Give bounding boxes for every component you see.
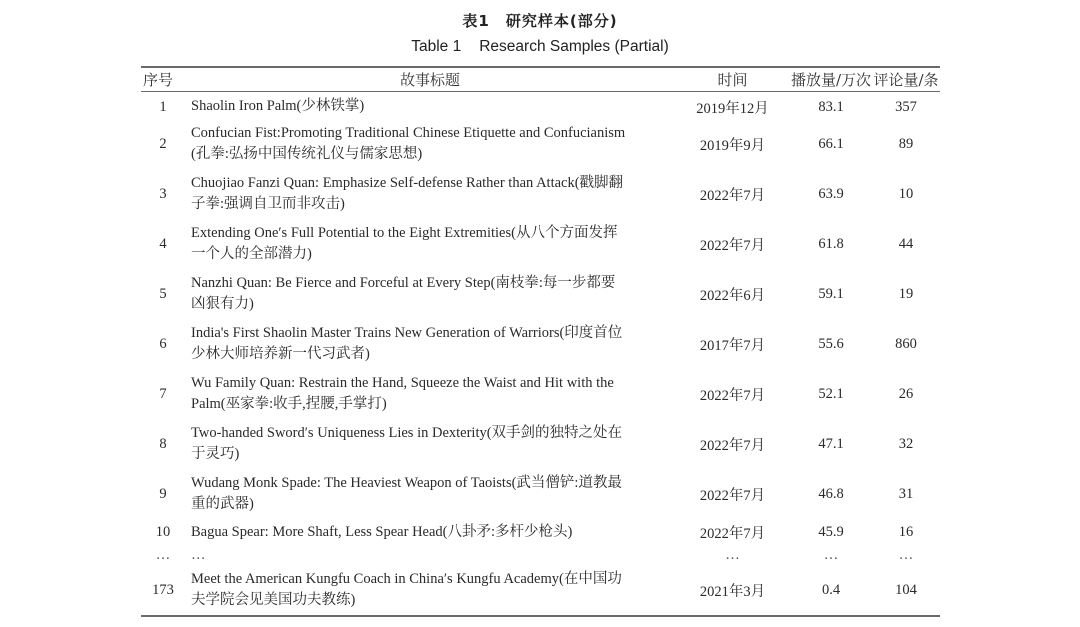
table-row bbox=[141, 169, 940, 219]
title-line-1: Wu Family Quan: Restrain the Hand, Squeeze the Waist and Hit with the bbox=[191, 375, 614, 391]
title-line-1: Two-handed Sword′s Uniqueness Lies in Dexterity(双手剑的独特之处在 bbox=[191, 425, 623, 441]
table-label: Table 1 bbox=[411, 38, 462, 55]
cell-time: 2019年12月 bbox=[696, 100, 769, 117]
table-caption-english bbox=[0, 38, 1080, 56]
table-row bbox=[141, 319, 940, 369]
cell-play-count: 61.8 bbox=[818, 235, 844, 252]
title-line-1: Shaolin Iron Palm(少林铁掌) bbox=[191, 97, 365, 114]
cell-story-title bbox=[185, 219, 675, 269]
cell-story-title bbox=[185, 419, 675, 469]
title-line-2: 凶狠有力) bbox=[191, 296, 254, 312]
cell-play-count: 59.1 bbox=[818, 285, 844, 302]
table-row bbox=[141, 469, 940, 519]
header-time: 时间 bbox=[717, 71, 748, 89]
cell-comment-count: … bbox=[898, 547, 914, 563]
header-serial-number: 序号 bbox=[143, 71, 174, 89]
title-line-1: Extending One′s Full Potential to the Eight Extremities(从八个方面发挥 bbox=[191, 225, 618, 241]
title-line-1: Meet the American Kungfu Coach in China′s Kungfu Academy(在中国功 bbox=[191, 571, 622, 587]
cell-time: 2022年6月 bbox=[699, 287, 766, 304]
cell-play-count: 0.4 bbox=[821, 581, 841, 598]
cell-comment-count: 26 bbox=[898, 385, 914, 402]
cell-time: 2022年7月 bbox=[699, 487, 766, 504]
cell-story-title bbox=[185, 92, 675, 120]
cell-story-title bbox=[185, 565, 675, 616]
table-header-row bbox=[141, 67, 940, 92]
cell-story-title bbox=[185, 169, 675, 219]
cell-time: 2021年3月 bbox=[699, 583, 766, 600]
cell-serial-number: 8 bbox=[159, 435, 167, 452]
title-line-1: Wudang Monk Spade: The Heaviest Weapon of Taoists(武当僧铲:道教最 bbox=[191, 475, 622, 491]
table-caption-chinese: 表1 研究样本(部分) bbox=[462, 12, 618, 30]
cell-time: 2022年7月 bbox=[699, 237, 766, 254]
title-line-2: 少林大师培养新一代习武者) bbox=[191, 346, 370, 362]
research-samples-table bbox=[141, 66, 940, 617]
table-row bbox=[141, 419, 940, 469]
cell-time: 2022年7月 bbox=[699, 387, 766, 404]
title-line-2: 一个人的全部潜力) bbox=[191, 246, 312, 262]
cell-comment-count: 16 bbox=[898, 523, 914, 540]
title-line-1: Confucian Fist:Promoting Traditional Chinese Etiquette and Confucianism bbox=[191, 125, 626, 141]
cell-serial-number: 9 bbox=[159, 485, 167, 502]
table-title: Research Samples (Partial) bbox=[479, 38, 669, 55]
cell-story-title bbox=[185, 269, 675, 319]
cell-serial-number: 3 bbox=[159, 185, 167, 202]
cell-story-title bbox=[185, 319, 675, 369]
cell-play-count: 52.1 bbox=[818, 385, 844, 402]
cell-serial-number: 4 bbox=[159, 235, 167, 252]
cell-play-count: 66.1 bbox=[818, 135, 844, 152]
cell-serial-number: 1 bbox=[159, 98, 167, 115]
table-row bbox=[141, 119, 940, 169]
research-samples-table-container bbox=[141, 66, 940, 617]
header-comment-count: 评论量/条 bbox=[873, 71, 939, 89]
cell-comment-count: 32 bbox=[898, 435, 914, 452]
cell-story-title bbox=[185, 545, 675, 565]
header-play-count: 播放量/万次 bbox=[790, 71, 872, 89]
cell-time: 2022年7月 bbox=[699, 525, 766, 542]
title-line-1: … bbox=[191, 547, 206, 563]
table-row-ellipsis bbox=[141, 545, 940, 565]
cell-play-count: 45.9 bbox=[818, 523, 844, 540]
table-row bbox=[141, 219, 940, 269]
table-row bbox=[141, 269, 940, 319]
title-line-2: (孔拳:弘扬中国传统礼仪与儒家思想) bbox=[191, 146, 423, 162]
cell-time: 2017年7月 bbox=[699, 337, 766, 354]
title-line-2: 于灵巧) bbox=[191, 446, 240, 462]
cell-comment-count: 44 bbox=[898, 235, 914, 252]
title-line-1: India's First Shaolin Master Trains New Generation of Warriors(印度首位 bbox=[191, 325, 623, 341]
cell-comment-count: 104 bbox=[895, 581, 917, 598]
cell-time: 2022年7月 bbox=[699, 187, 766, 204]
cell-time: 2019年9月 bbox=[699, 137, 766, 154]
table-row bbox=[141, 369, 940, 419]
title-line-2: 子拳:强调自卫而非攻击) bbox=[191, 196, 345, 212]
cell-play-count: 46.8 bbox=[818, 485, 844, 502]
cell-serial-number: 173 bbox=[152, 581, 174, 598]
cell-story-title bbox=[185, 119, 675, 169]
cell-story-title bbox=[185, 369, 675, 419]
cell-play-count: 63.9 bbox=[818, 185, 844, 202]
title-line-2: Palm(巫家拳:收手,捏腰,手掌打) bbox=[191, 396, 387, 412]
cell-comment-count: 10 bbox=[898, 185, 914, 202]
cell-comment-count: 860 bbox=[895, 335, 917, 352]
cell-serial-number: 2 bbox=[159, 135, 167, 152]
cell-story-title bbox=[185, 469, 675, 519]
title-line-1: Bagua Spear: More Shaft, Less Spear Head(八卦矛:多杆少枪头) bbox=[191, 523, 573, 540]
cell-play-count: 47.1 bbox=[818, 435, 844, 452]
title-line-2: 夫学院会见美国功夫教练) bbox=[191, 592, 356, 608]
cell-serial-number: … bbox=[155, 547, 171, 563]
cell-serial-number: 5 bbox=[159, 285, 167, 302]
table-row bbox=[141, 565, 940, 616]
cell-time: 2022年7月 bbox=[699, 437, 766, 454]
table-row bbox=[141, 92, 940, 120]
cell-serial-number: 6 bbox=[159, 335, 167, 352]
title-line-2: 重的武器) bbox=[191, 496, 254, 512]
cell-comment-count: 89 bbox=[898, 135, 914, 152]
header-story-title: 故事标题 bbox=[399, 71, 460, 89]
cell-play-count: … bbox=[823, 547, 839, 563]
table-row bbox=[141, 519, 940, 545]
cell-comment-count: 357 bbox=[895, 98, 917, 115]
title-line-1: Chuojiao Fanzi Quan: Emphasize Self-defense Rather than Attack(戳脚翻 bbox=[191, 175, 624, 191]
cell-story-title bbox=[185, 519, 675, 545]
cell-play-count: 55.6 bbox=[818, 335, 844, 352]
title-line-1: Nanzhi Quan: Be Fierce and Forceful at Every Step(南枝拳:每一步都要 bbox=[191, 275, 616, 291]
cell-serial-number: 7 bbox=[159, 385, 167, 402]
cell-comment-count: 31 bbox=[898, 485, 914, 502]
cell-play-count: 83.1 bbox=[818, 98, 844, 115]
cell-comment-count: 19 bbox=[898, 285, 914, 302]
cell-serial-number: 10 bbox=[155, 523, 171, 540]
cell-time: … bbox=[725, 547, 740, 563]
